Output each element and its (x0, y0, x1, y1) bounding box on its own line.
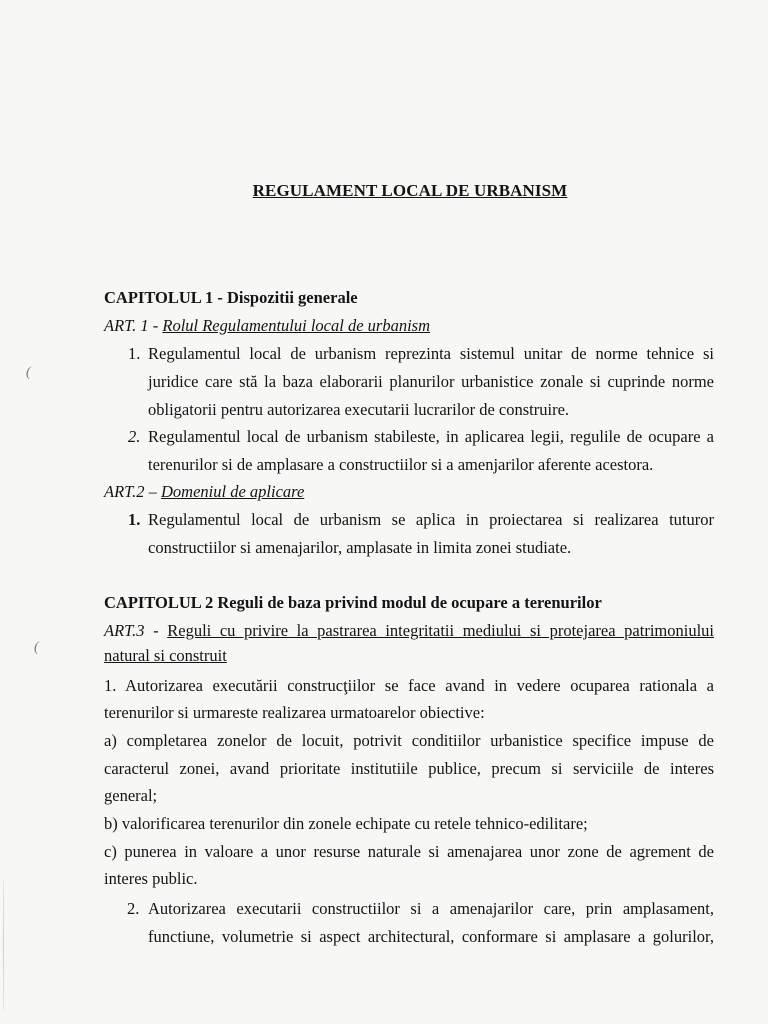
art-1-title: Rolul Regulamentului local de urbanism (162, 316, 430, 335)
art-1-prefix: ART. 1 - (104, 316, 163, 335)
art-2-item-1-number: 1. (128, 510, 141, 529)
art-3-prefix: ART.3 - (104, 621, 168, 640)
art-3-item-2-line-1: Autorizarea executarii constructiilor si a amenajarilor care, prin amplasament, (148, 899, 714, 918)
art-1-heading (104, 316, 430, 336)
document-title: REGULAMENT LOCAL DE URBANISM (252, 181, 568, 200)
art-3-item-2-number: 2. (127, 899, 140, 918)
art-3-point-c-line-1: c) punerea in valoare a unor resurse naturale si amenajarea unor zone de agrement de (104, 842, 714, 861)
art-3-heading (104, 621, 714, 641)
art-3-paragraph-1-line-2: terenurilor si urmareste realizarea urmatoarelor obiective: (104, 703, 485, 722)
art-2-item-1-line-1: Regulamentul local de urbanism se aplica in proiectarea si realizarea tuturor (148, 510, 714, 529)
art-1-item-2-number: 2. (128, 427, 141, 446)
art-1-item-1-line-3: obligatorii pentru autorizarea executarii lucrarilor de construire. (148, 400, 570, 419)
art-2-heading (104, 482, 304, 502)
chapter-1-label: CAPITOLUL 1 - (104, 288, 228, 307)
art-3-point-a-line-3: general; (104, 786, 158, 805)
art-1-item-1-line-1: Regulamentul local de urbanism reprezinta sistemul unitar de norme tehnice si (148, 344, 714, 363)
art-3-point-a-line-2: caracterul zonei, avand prioritate institutiile publice, precum si serviciile de interes (104, 759, 714, 778)
margin-mark: ( (34, 640, 39, 655)
scan-edge-line (3, 880, 4, 1010)
art-1-item-2-line-1: Regulamentul local de urbanism stabileste, in aplicarea legii, regulile de ocupare a (148, 427, 714, 446)
art-3-point-b: b) valorificarea terenurilor din zonele echipate cu retele tehnico-edilitare; (104, 814, 588, 833)
art-3-paragraph-1-line-1: 1. Autorizarea executării construcţiilor se face avand in vedere ocuparea rationala a (104, 676, 714, 695)
art-2-prefix: ART.2 – (104, 482, 161, 501)
art-3-title-line-2: natural si construit (104, 646, 227, 665)
art-1-item-1-number: 1. (128, 344, 141, 363)
art-1-item-2-line-2: terenurilor si de amplasare a constructiilor si a amenjarilor aferente acestora. (148, 455, 654, 474)
margin-mark: ( (26, 365, 31, 380)
chapter-2-heading: CAPITOLUL 2 Reguli de baza privind modul de ocupare a terenurilor (104, 593, 602, 612)
art-3-point-c-line-2: interes public. (104, 869, 198, 888)
art-1-item-1-line-2: juridice care stă la baza elaborarii planurilor urbanistice zonale si cuprinde norme (148, 372, 714, 391)
chapter-1-heading (104, 288, 358, 308)
art-3-point-a-line-1: a) completarea zonelor de locuit, potrivit conditiilor urbanistice specifice impuse de (104, 731, 714, 750)
art-3-item-2-line-2: functiune, volumetrie si aspect architectural, conformare si amplasare a golurilor, (148, 927, 714, 946)
art-3-title-line-1: Reguli cu privire la pastrarea integritatii mediului si protejarea patrimoniului (167, 621, 715, 640)
art-2-title: Domeniul de aplicare (161, 482, 305, 501)
chapter-1-title: Dispozitii generale (227, 288, 358, 307)
art-2-item-1-line-2: constructiilor si amenajarilor, amplasate in limita zonei studiate. (148, 538, 572, 557)
